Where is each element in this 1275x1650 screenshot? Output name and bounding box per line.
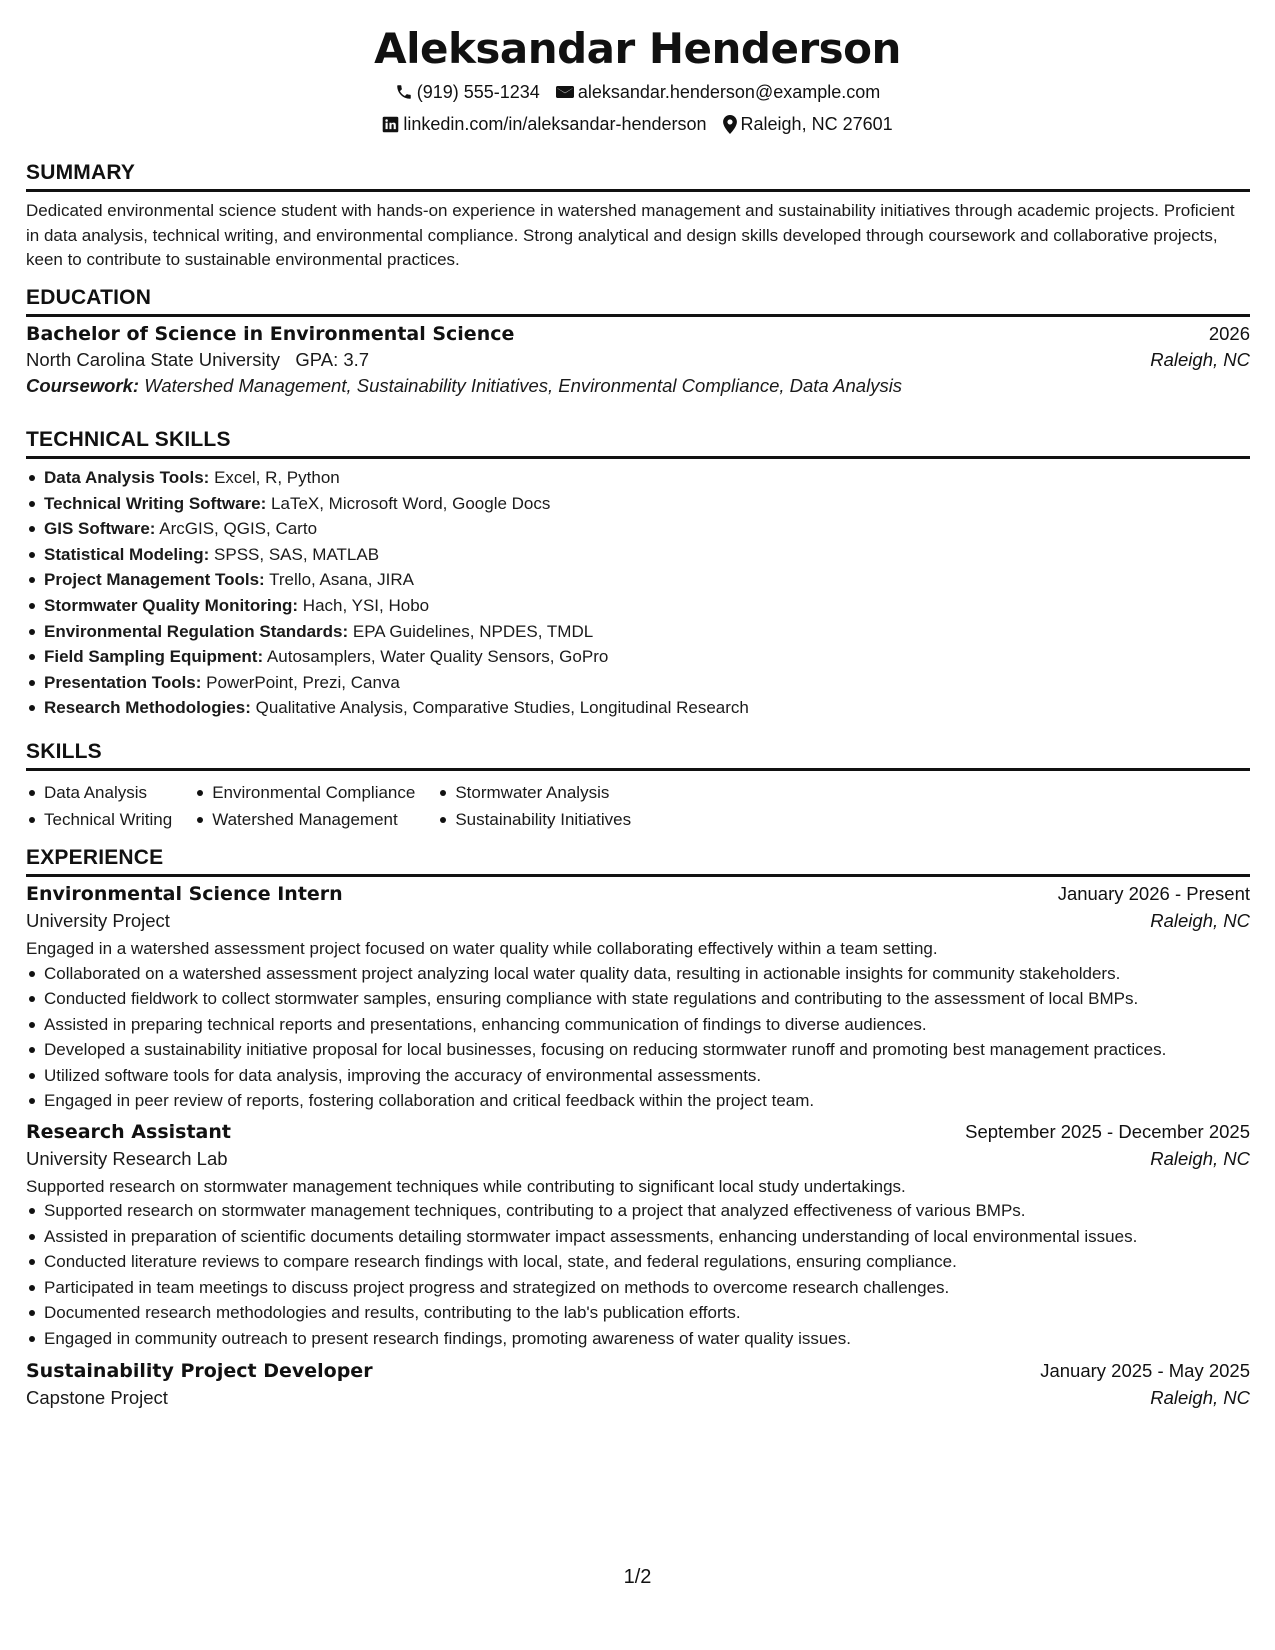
email-text[interactable]: aleksandar.henderson@example.com: [577, 82, 881, 102]
linkedin-icon: [382, 116, 399, 133]
job-title: Sustainability Project Developer: [26, 1360, 373, 1382]
job-title-row: [26, 883, 1250, 905]
job-bullet: Engaged in community outreach to present research findings, promoting awareness of water quality issues.: [26, 1327, 1250, 1351]
job-bullet: Participated in team meetings to discuss project progress and strategized on methods to overcome research challenges.: [26, 1276, 1250, 1300]
technical-skill-item: Statistical Modeling: SPSS, SAS, MATLAB: [26, 542, 1250, 568]
skill-item: Technical Writing: [26, 806, 172, 833]
skill-item: Data Analysis: [26, 779, 172, 806]
job-bullet: Conducted fieldwork to collect stormwater samples, ensuring compliance with state regulations and contributing to the assessment of local BMPs.: [26, 987, 1250, 1011]
coursework-label: Coursework:: [26, 375, 140, 396]
skills-column: [26, 779, 172, 833]
contact-line-2: [0, 112, 1275, 136]
skills-section: [26, 739, 1250, 833]
technical-skills-heading: TECHNICAL SKILLS: [26, 427, 1250, 459]
job-dates: January 2026 - Present: [1057, 883, 1250, 904]
education-heading: EDUCATION: [26, 285, 1250, 317]
technical-skill-item: Presentation Tools: PowerPoint, Prezi, Canva: [26, 670, 1250, 696]
job-bullet: Assisted in preparing technical reports and presentations, enhancing communication of findings to diverse audiences.: [26, 1013, 1250, 1037]
map-pin-icon: [723, 115, 737, 134]
envelope-icon: [556, 84, 574, 100]
job-organization: University Project: [26, 910, 170, 931]
job-dates: September 2025 - December 2025: [965, 1120, 1250, 1142]
graduation-year: 2026: [1208, 323, 1250, 344]
technical-skill-item: Research Methodologies: Qualitative Analysis, Comparative Studies, Longitudinal Research: [26, 695, 1250, 721]
job-org-row: [26, 1387, 1250, 1409]
experience-section: [26, 845, 1250, 1409]
school-location: Raleigh, NC: [1150, 349, 1250, 370]
page-number: 1/2: [623, 1566, 652, 1588]
job-location: Raleigh, NC: [1150, 910, 1250, 931]
technical-skill-item: Field Sampling Equipment: Autosamplers, Water Quality Sensors, GoPro: [26, 644, 1250, 670]
technical-skills-list: [26, 465, 1250, 721]
job-bullet: Collaborated on a watershed assessment project analyzing local water quality data, resulting in actionable insights for community stakeholders.: [26, 962, 1250, 986]
linkedin-text[interactable]: linkedin.com/in/aleksandar-henderson: [403, 114, 707, 134]
job-entry: [26, 1121, 1250, 1351]
job-bullets: [26, 1199, 1250, 1350]
phone-text: (919) 555-1234: [416, 82, 540, 102]
summary-heading: SUMMARY: [26, 160, 1250, 192]
coursework-list: Watershed Management, Sustainability Initiatives, Environmental Compliance, Data Analysis: [144, 375, 903, 396]
job-bullet: Assisted in preparation of scientific documents detailing stormwater impact assessments, enhancing understanding of local environmental issues.: [26, 1225, 1250, 1249]
skill-item: Environmental Compliance: [194, 779, 415, 806]
job-entry: [26, 1360, 1250, 1409]
technical-skill-item: GIS Software: ArcGIS, QGIS, Carto: [26, 516, 1250, 542]
job-bullet: Conducted literature reviews to compare research findings with local, state, and federal regulations, ensuring compliance.: [26, 1250, 1250, 1274]
technical-skill-item: Technical Writing Software: LaTeX, Microsoft Word, Google Docs: [26, 491, 1250, 517]
job-bullet: Documented research methodologies and results, contributing to the lab's publication efforts.: [26, 1301, 1250, 1325]
linkedin-contact[interactable]: [382, 112, 706, 136]
candidate-name: Aleksandar Henderson: [374, 24, 901, 73]
job-entry: [26, 883, 1250, 1113]
location-contact: [723, 112, 893, 136]
skill-item: Watershed Management: [194, 806, 415, 833]
phone-icon: [395, 83, 413, 101]
gpa: GPA: 3.7: [295, 349, 370, 370]
skills-grid: [26, 779, 1250, 833]
job-title: Environmental Science Intern: [26, 883, 343, 905]
job-bullet: Utilized software tools for data analysis, improving the accuracy of environmental assessments.: [26, 1064, 1250, 1088]
job-org-row: [26, 910, 1250, 932]
job-bullet: Developed a sustainability initiative proposal for local businesses, focusing on reducing stormwater runoff and promoting best management practices.: [26, 1038, 1250, 1062]
job-location: Raleigh, NC: [1150, 1387, 1250, 1408]
job-bullet: Engaged in peer review of reports, fostering collaboration and critical feedback within the project team.: [26, 1089, 1250, 1113]
skills-heading: SKILLS: [26, 739, 1250, 771]
experience-heading: EXPERIENCE: [26, 845, 1250, 877]
skill-item: Sustainability Initiatives: [437, 806, 631, 833]
phone-contact: [395, 80, 540, 104]
school-info: [26, 349, 369, 371]
job-title: Research Assistant: [26, 1120, 231, 1143]
summary-text: Dedicated environmental science student with hands-on experience in watershed management and sustainability initiatives through academic projects. Proficient in data analysis, technical writing, and environmental compliance. Strong analytical and design skills developed through coursework and collaborative projects, keen to contribute to sustainable environmental practices.: [26, 201, 1235, 269]
education-section: [26, 285, 1250, 397]
job-location: Raleigh, NC: [1150, 1147, 1250, 1169]
email-contact[interactable]: [556, 80, 880, 104]
technical-skill-item: Project Management Tools: Trello, Asana, JIRA: [26, 567, 1250, 593]
skills-column: [194, 779, 415, 833]
technical-skill-item: Stormwater Quality Monitoring: Hach, YSI, Hobo: [26, 593, 1250, 619]
job-bullets: [26, 962, 1250, 1113]
location-text: Raleigh, NC 27601: [740, 114, 893, 134]
education-degree-row: [26, 323, 1250, 345]
technical-skill-item: Environmental Regulation Standards: EPA Guidelines, NPDES, TMDL: [26, 619, 1250, 645]
degree-title: Bachelor of Science in Environmental Science: [26, 323, 515, 345]
job-organization: University Research Lab: [26, 1147, 228, 1169]
job-summary: Supported research on stormwater management techniques while contributing to significant local study undertakings.: [26, 1176, 906, 1196]
job-title-row: [26, 1121, 1250, 1143]
job-organization: Capstone Project: [26, 1387, 168, 1408]
skill-item: Stormwater Analysis: [437, 779, 631, 806]
technical-skills-section: [26, 427, 1250, 721]
job-summary: Engaged in a watershed assessment project focused on water quality while collaborating effectively within a team setting.: [26, 939, 938, 958]
job-title-row: [26, 1360, 1250, 1382]
education-school-row: [26, 349, 1250, 371]
technical-skill-item: Data Analysis Tools: Excel, R, Python: [26, 465, 1250, 491]
contact-line-1: [0, 80, 1275, 104]
coursework-line: [26, 375, 1250, 397]
job-org-row: [26, 1148, 1250, 1170]
summary-section: [26, 160, 1250, 273]
job-dates: January 2025 - May 2025: [1040, 1360, 1250, 1381]
resume-header: [0, 22, 1275, 136]
skills-column: [437, 779, 631, 833]
job-bullet: Supported research on stormwater management techniques, contributing to a project that analyzed effectiveness of various BMPs.: [26, 1199, 1250, 1223]
school-name: North Carolina State University: [26, 349, 280, 370]
